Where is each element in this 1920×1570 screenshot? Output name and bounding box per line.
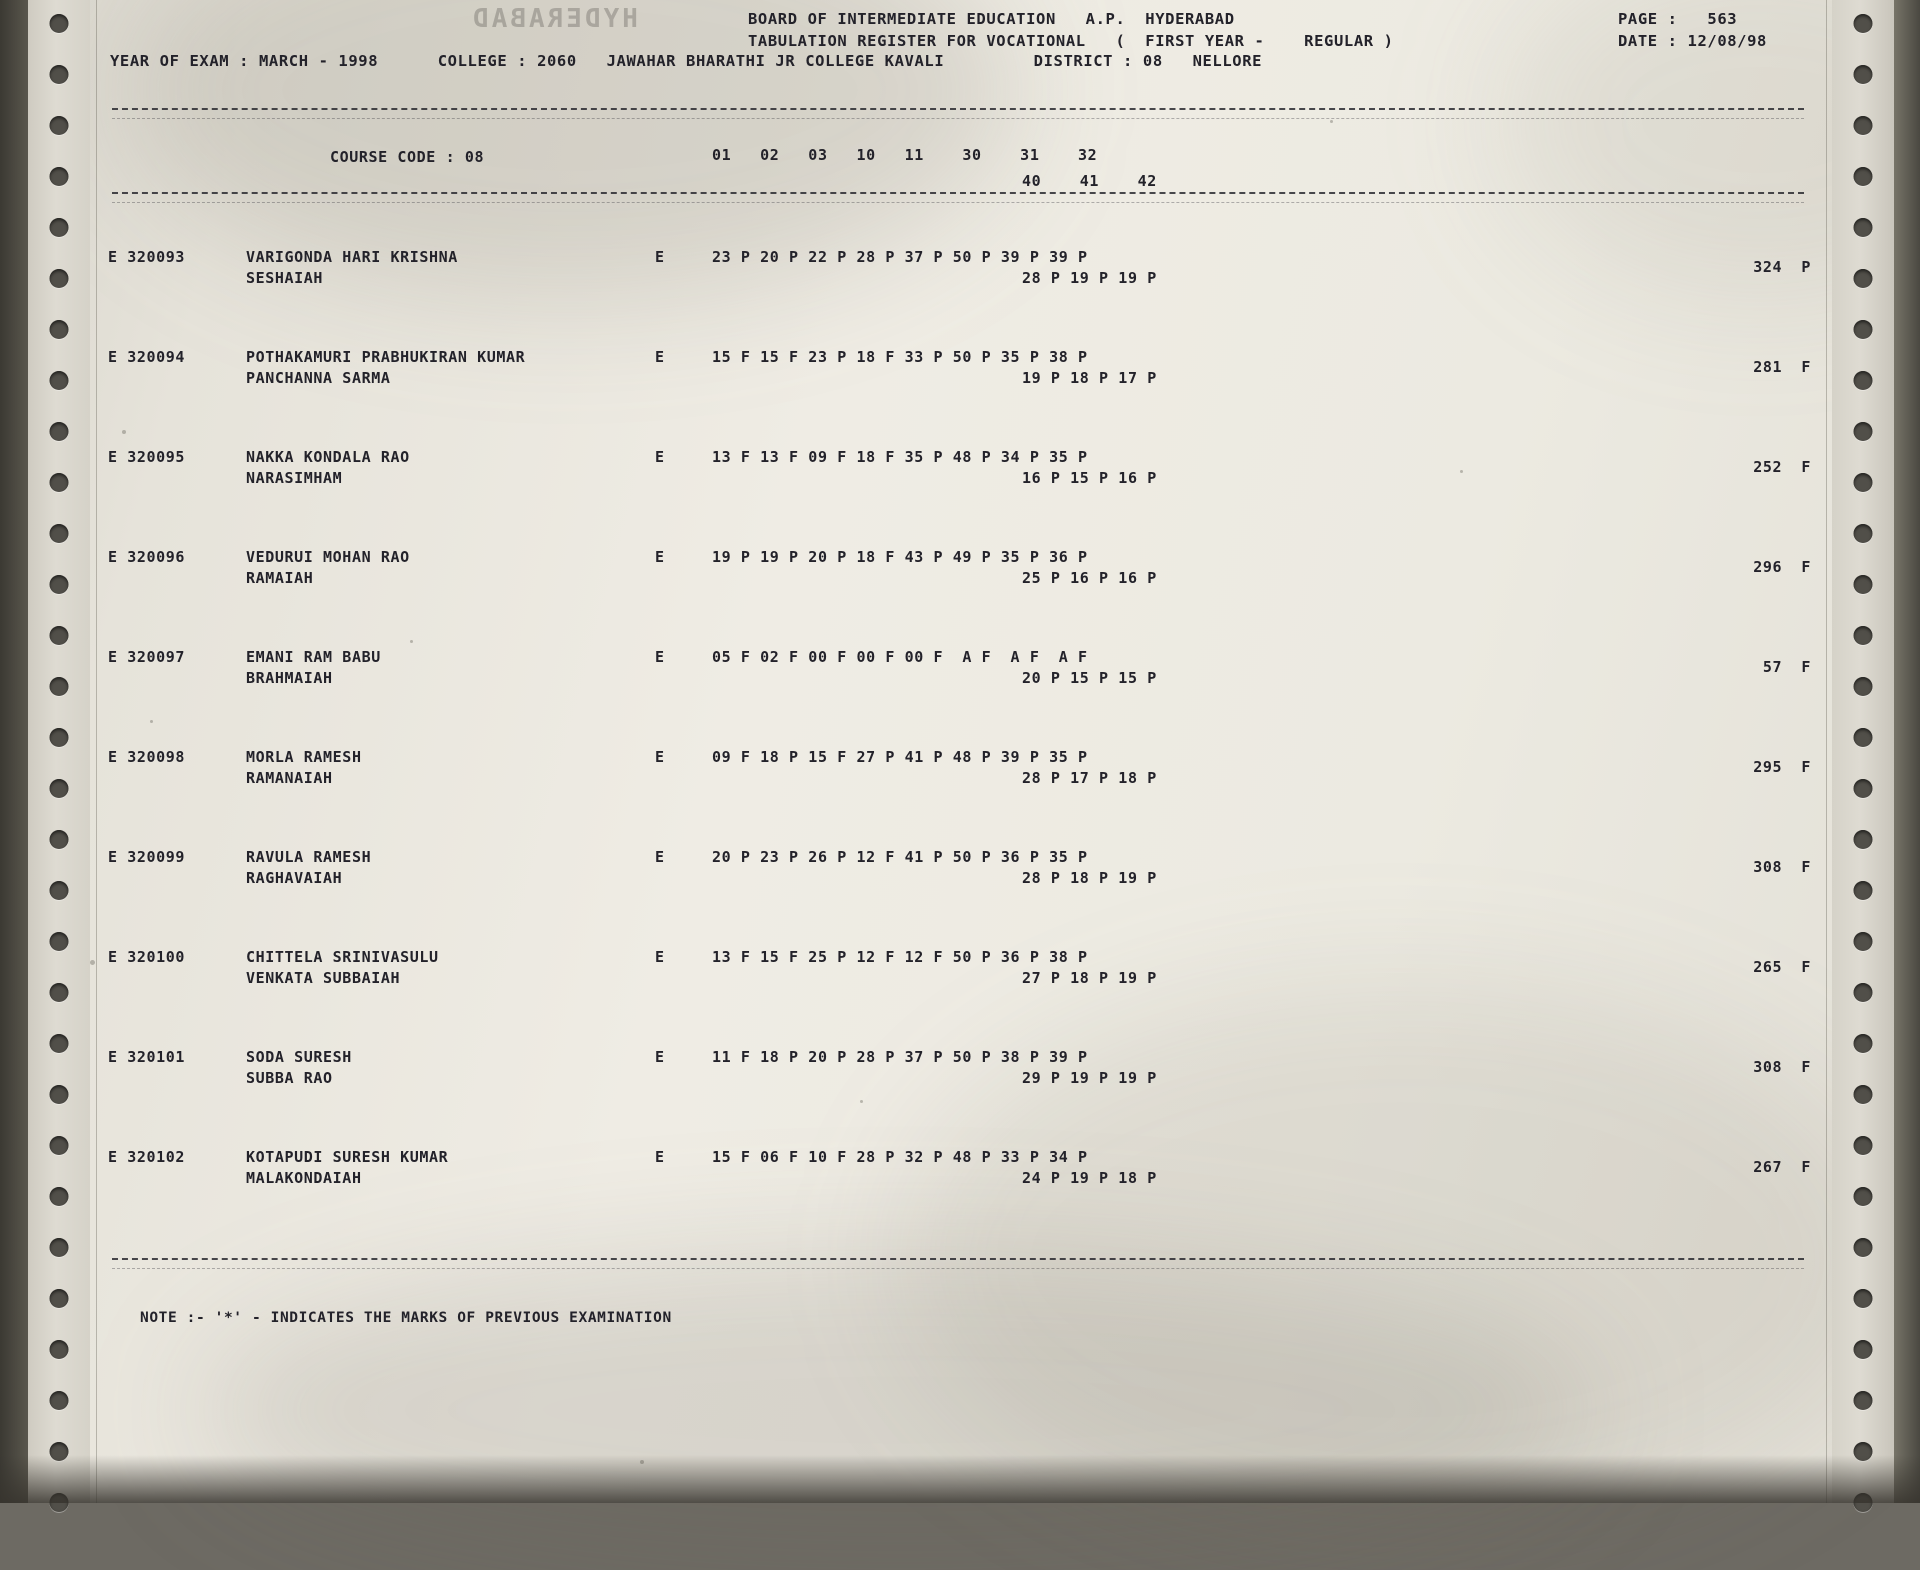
subject-marks-row2: 28 P 19 P 19 P — [1022, 269, 1157, 287]
paper-speck — [90, 960, 95, 965]
medium-code: E — [655, 848, 665, 866]
medium-code: E — [655, 1148, 665, 1166]
father-name: VENKATA SUBBAIAH — [246, 969, 401, 987]
student-rollno: E 320093 — [108, 248, 186, 266]
student-name: POTHAKAMURI PRABHUKIRAN KUMAR — [246, 348, 526, 366]
total-marks-result: 295 F — [1753, 758, 1811, 776]
student-rollno: E 320098 — [108, 748, 186, 766]
paper-speck — [860, 1100, 863, 1103]
student-rollno: E 320095 — [108, 448, 186, 466]
father-name: NARASIMHAM — [246, 469, 343, 487]
total-marks-result: 265 F — [1753, 958, 1811, 976]
table-row — [0, 1048, 1920, 1108]
total-marks-result: 296 F — [1753, 558, 1811, 576]
subject-marks-row2: 19 P 18 P 17 P — [1022, 369, 1157, 387]
paper-speck — [1330, 120, 1333, 123]
father-name: RAMANAIAH — [246, 769, 333, 787]
student-name: VARIGONDA HARI KRISHNA — [246, 248, 458, 266]
total-marks-result: 267 F — [1753, 1158, 1811, 1176]
medium-code: E — [655, 248, 665, 266]
subject-marks-row1: 13 F 13 F 09 F 18 F 35 P 48 P 34 P 35 P — [712, 448, 1088, 466]
page-number-label: PAGE : 563 — [1618, 10, 1738, 28]
medium-code: E — [655, 448, 665, 466]
table-row — [0, 648, 1920, 708]
student-name: MORLA RAMESH — [246, 748, 362, 766]
table-row — [0, 948, 1920, 1008]
subject-marks-row1: 09 F 18 P 15 F 27 P 41 P 48 P 39 P 35 P — [712, 748, 1088, 766]
student-name: CHITTELA SRINIVASULU — [246, 948, 439, 966]
subject-marks-row2: 29 P 19 P 19 P — [1022, 1069, 1157, 1087]
divider-header-ghost — [112, 202, 1804, 203]
medium-code: E — [655, 348, 665, 366]
table-row — [0, 448, 1920, 508]
medium-code: E — [655, 548, 665, 566]
subject-marks-row1: 20 P 23 P 26 P 12 F 41 P 50 P 36 P 35 P — [712, 848, 1088, 866]
subject-marks-row1: 15 F 15 F 23 P 18 F 33 P 50 P 35 P 38 P — [712, 348, 1088, 366]
header-org-line1: BOARD OF INTERMEDIATE EDUCATION A.P. HYDERABAD — [748, 10, 1235, 28]
father-name: SUBBA RAO — [246, 1069, 333, 1087]
student-name: KOTAPUDI SURESH KUMAR — [246, 1148, 449, 1166]
student-rollno: E 320097 — [108, 648, 186, 666]
father-name: MALAKONDAIAH — [246, 1169, 362, 1187]
father-name: RAMAIAH — [246, 569, 314, 587]
total-marks-result: 308 F — [1753, 1058, 1811, 1076]
reverse-print-ghost: HYDERABAD — [470, 4, 638, 34]
subject-codes-row1: 01 02 03 10 11 30 31 32 — [712, 146, 1098, 164]
total-marks-result: 308 F — [1753, 858, 1811, 876]
student-rollno: E 320102 — [108, 1148, 186, 1166]
medium-code: E — [655, 948, 665, 966]
paper-speck — [640, 1460, 644, 1464]
course-code-label: COURSE CODE : 08 — [330, 148, 485, 166]
subject-codes-row2: 40 41 42 — [1022, 172, 1157, 190]
bottom-shadow — [0, 1455, 1920, 1503]
subject-marks-row2: 20 P 15 P 15 P — [1022, 669, 1157, 687]
print-date-label: DATE : 12/08/98 — [1618, 32, 1767, 50]
divider-top — [112, 108, 1804, 110]
footer-note: NOTE :- '*' - INDICATES THE MARKS OF PREVIOUS EXAMINATION — [140, 1310, 672, 1326]
table-row — [0, 548, 1920, 608]
father-name: SESHAIAH — [246, 269, 324, 287]
header-org-line2: TABULATION REGISTER FOR VOCATIONAL ( FIRST YEAR - REGULAR ) — [748, 32, 1394, 50]
subject-marks-row1: 13 F 15 F 25 P 12 F 12 F 50 P 36 P 38 P — [712, 948, 1088, 966]
student-name: SODA SURESH — [246, 1048, 352, 1066]
student-name: EMANI RAM BABU — [246, 648, 381, 666]
table-row — [0, 1148, 1920, 1208]
subject-marks-row1: 23 P 20 P 22 P 28 P 37 P 50 P 39 P 39 P — [712, 248, 1088, 266]
document-header — [748, 8, 1394, 52]
subject-marks-row1: 11 F 18 P 20 P 28 P 37 P 50 P 38 P 39 P — [712, 1048, 1088, 1066]
total-marks-result: 252 F — [1753, 458, 1811, 476]
student-rollno: E 320094 — [108, 348, 186, 366]
table-row — [0, 348, 1920, 408]
paper-speck — [410, 640, 413, 643]
medium-code: E — [655, 748, 665, 766]
father-name: RAGHAVAIAH — [246, 869, 343, 887]
total-marks-result: 324 P — [1753, 258, 1811, 276]
student-rollno: E 320101 — [108, 1048, 186, 1066]
total-marks-result: 57 F — [1762, 658, 1811, 676]
divider-header — [112, 192, 1804, 194]
student-name: NAKKA KONDALA RAO — [246, 448, 410, 466]
subject-marks-row1: 05 F 02 F 00 F 00 F 00 F A F A F A F — [712, 648, 1088, 666]
divider-bottom — [112, 1258, 1804, 1260]
subject-marks-row2: 24 P 19 P 18 P — [1022, 1169, 1157, 1187]
medium-code: E — [655, 648, 665, 666]
subject-marks-row2: 16 P 15 P 16 P — [1022, 469, 1157, 487]
subject-marks-row1: 15 F 06 F 10 F 28 P 32 P 48 P 33 P 34 P — [712, 1148, 1088, 1166]
student-name: RAVULA RAMESH — [246, 848, 372, 866]
subject-marks-row2: 25 P 16 P 16 P — [1022, 569, 1157, 587]
table-row — [0, 248, 1920, 308]
student-rollno: E 320096 — [108, 548, 186, 566]
subject-marks-row2: 28 P 17 P 18 P — [1022, 769, 1157, 787]
medium-code: E — [655, 1048, 665, 1066]
total-marks-result: 281 F — [1753, 358, 1811, 376]
father-name: BRAHMAIAH — [246, 669, 333, 687]
exam-college-district-line: YEAR OF EXAM : MARCH - 1998 COLLEGE : 2060 JAWAHAR BHARATHI JR COLLEGE KAVALI DISTRICT : 08 NELLORE — [110, 52, 1263, 70]
paper-speck — [1460, 470, 1463, 473]
paper-speck — [150, 720, 153, 723]
student-rollno: E 320099 — [108, 848, 186, 866]
page-meta — [1618, 8, 1767, 52]
subject-marks-row2: 28 P 18 P 19 P — [1022, 869, 1157, 887]
paper-speck — [122, 430, 126, 434]
subject-marks-row1: 19 P 19 P 20 P 18 F 43 P 49 P 35 P 36 P — [712, 548, 1088, 566]
table-row — [0, 748, 1920, 808]
student-name: VEDURUI MOHAN RAO — [246, 548, 410, 566]
divider-bottom-ghost — [112, 1268, 1804, 1269]
student-rollno: E 320100 — [108, 948, 186, 966]
subject-marks-row2: 27 P 18 P 19 P — [1022, 969, 1157, 987]
table-row — [0, 848, 1920, 908]
father-name: PANCHANNA SARMA — [246, 369, 391, 387]
divider-top-ghost — [112, 118, 1804, 119]
